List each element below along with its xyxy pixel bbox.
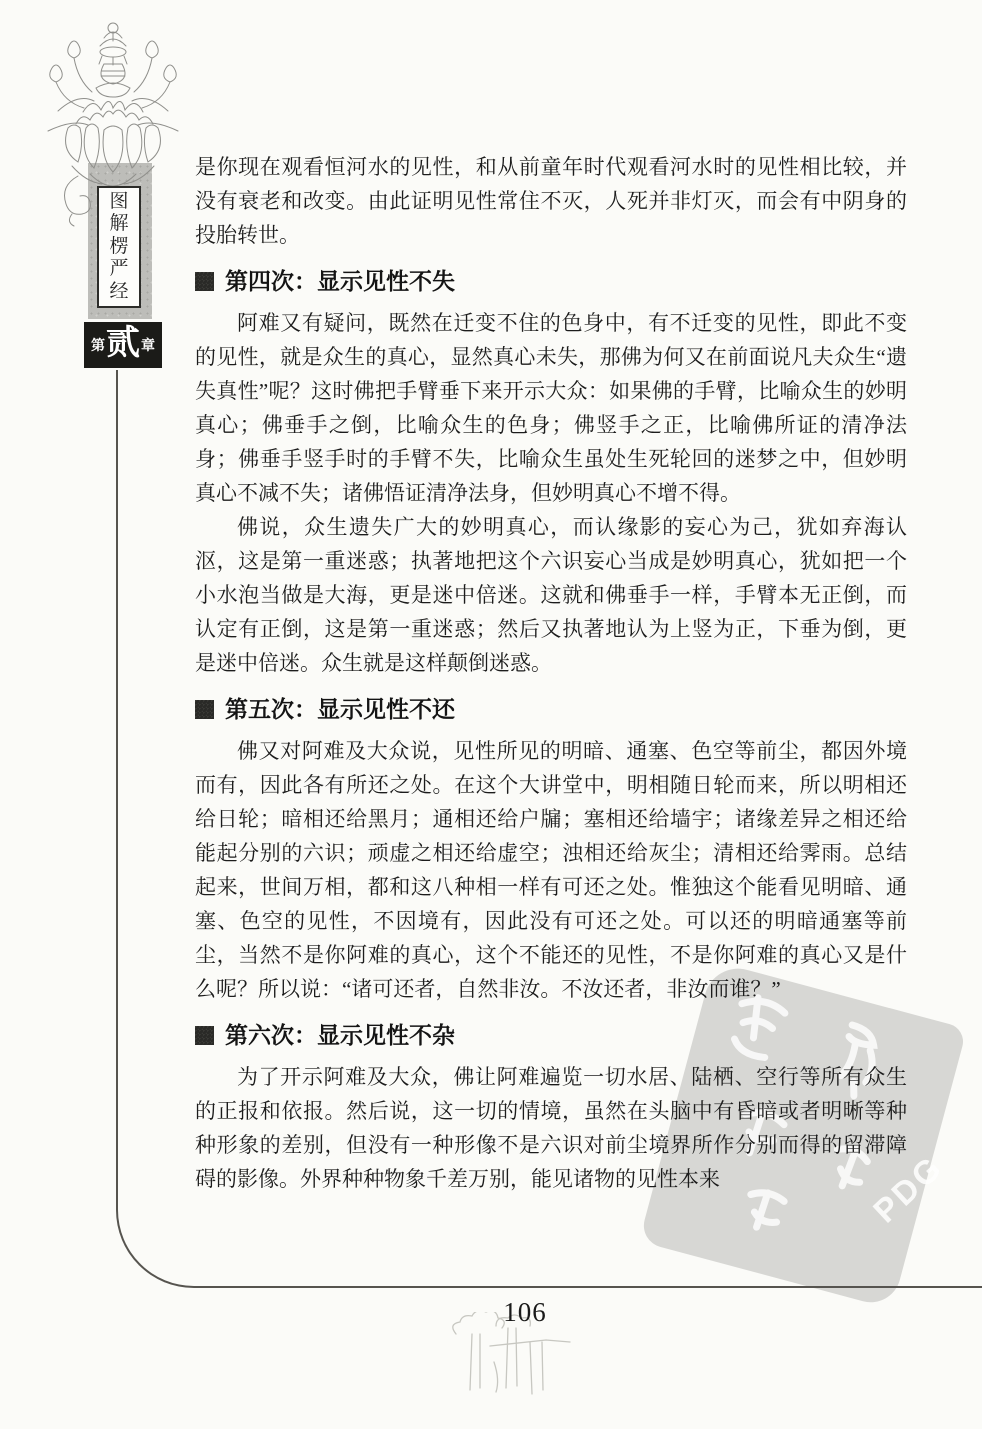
section-heading-4 bbox=[195, 266, 907, 296]
section-paragraph: 佛又对阿难及大众说，见性所见的明暗、通塞、色空等前尘，都因外境而有，因此各有所还之处。在这个大讲堂中，明相随日轮而来，所以明相还给日轮；暗相还给黑月；通相还给户牖；塞相还给墙宇；诸缘差异之相还给能起分别的六识；顽虚之相还给虚空；浊相还给灰尘；清相还给霁雨。总结起来，世间万相，都和这八种相一样有可还之处。惟独这个能看见明暗、通塞、色空的见性，不因境有，因此没有可还之处。可以还的明暗通塞等前尘，当然不是你阿难的真心，这个不能还的见性，不是你阿难的真心又是什么呢？所以说：“诸可还者，自然非汝。不汝还者，非汝而谁？” bbox=[195, 739, 907, 1001]
section-paragraph: 为了开示阿难及大众，佛让阿难遍览一切水居、陆栖、空行等所有众生的正报和依报。然后说，这一切的情境，虽然在头脑中有昏暗或者明晰等种种形象的差别，但没有一种形像不是六识对前尘境界所作分别而得的留滞障碍的影像。外界种种物象千差万别，能见诸物的见性本来 bbox=[195, 1065, 907, 1191]
section-paragraph: 佛说，众生遗失广大的妙明真心，而认缘影的妄心为己，犹如弃海认沤，这是第一重迷惑；执著地把这个六识妄心当成是妙明真心，犹如把一个小水泡当做是大海，更是迷中倍迷。这就和佛垂手一样，手臂本无正倒，而认定有正倒，这是第一重迷惑；然后又执著地认为上竖为正，下垂为倒，更是迷中倍迷。众生就是这样颠倒迷惑。 bbox=[195, 515, 907, 675]
pdg-watermark-label: PDG bbox=[865, 1147, 950, 1230]
section-heading-label: 第六次：显示见性不杂 bbox=[225, 1022, 455, 1048]
book-title: 图解楞严经 bbox=[109, 190, 129, 302]
chapter-numeral: 贰 bbox=[106, 325, 140, 362]
body-text bbox=[195, 150, 907, 1196]
continued-paragraph: 是你现在观看恒河水的见性，和从前童年时代观看河水时的见性相比较，并没有衰老和改变。由此证明见性常住不灭，人死并非灯灭，而会有中阴身的投胎转世。 bbox=[195, 155, 907, 247]
section-heading-label: 第五次：显示见性不还 bbox=[225, 696, 455, 722]
section-heading-6 bbox=[195, 1020, 907, 1050]
section-paragraph: 阿难又有疑问，既然在迁变不住的色身中，有不迁变的见性，即此不变的见性，就是众生的真心，显然真心未失，那佛为何又在前面说凡夫众生“遗失真性”呢？这时佛把手臂垂下来开示大众：如果佛的手臂，比喻众生的妙明真心；佛垂手之倒，比喻众生的色身；佛竖手之正，比喻佛所证的清净法身；佛垂手竖手时的手臂不失，比喻众生虽处生死轮回的迷梦之中，但妙明真心不减不失；诸佛悟证清净法身，但妙明真心不增不得。 bbox=[195, 311, 907, 505]
section-bullet-icon bbox=[195, 1026, 214, 1045]
chapter-prefix: 第 bbox=[91, 337, 105, 353]
section-heading-label: 第四次：显示见性不失 bbox=[225, 268, 455, 294]
section-bullet-icon bbox=[195, 700, 214, 719]
chapter-suffix: 章 bbox=[141, 337, 155, 353]
section-heading-5 bbox=[195, 694, 907, 724]
book-title-box bbox=[97, 186, 141, 308]
chapter-badge bbox=[84, 322, 162, 368]
page-number: 106 bbox=[503, 1297, 547, 1327]
section-bullet-icon bbox=[195, 272, 214, 291]
